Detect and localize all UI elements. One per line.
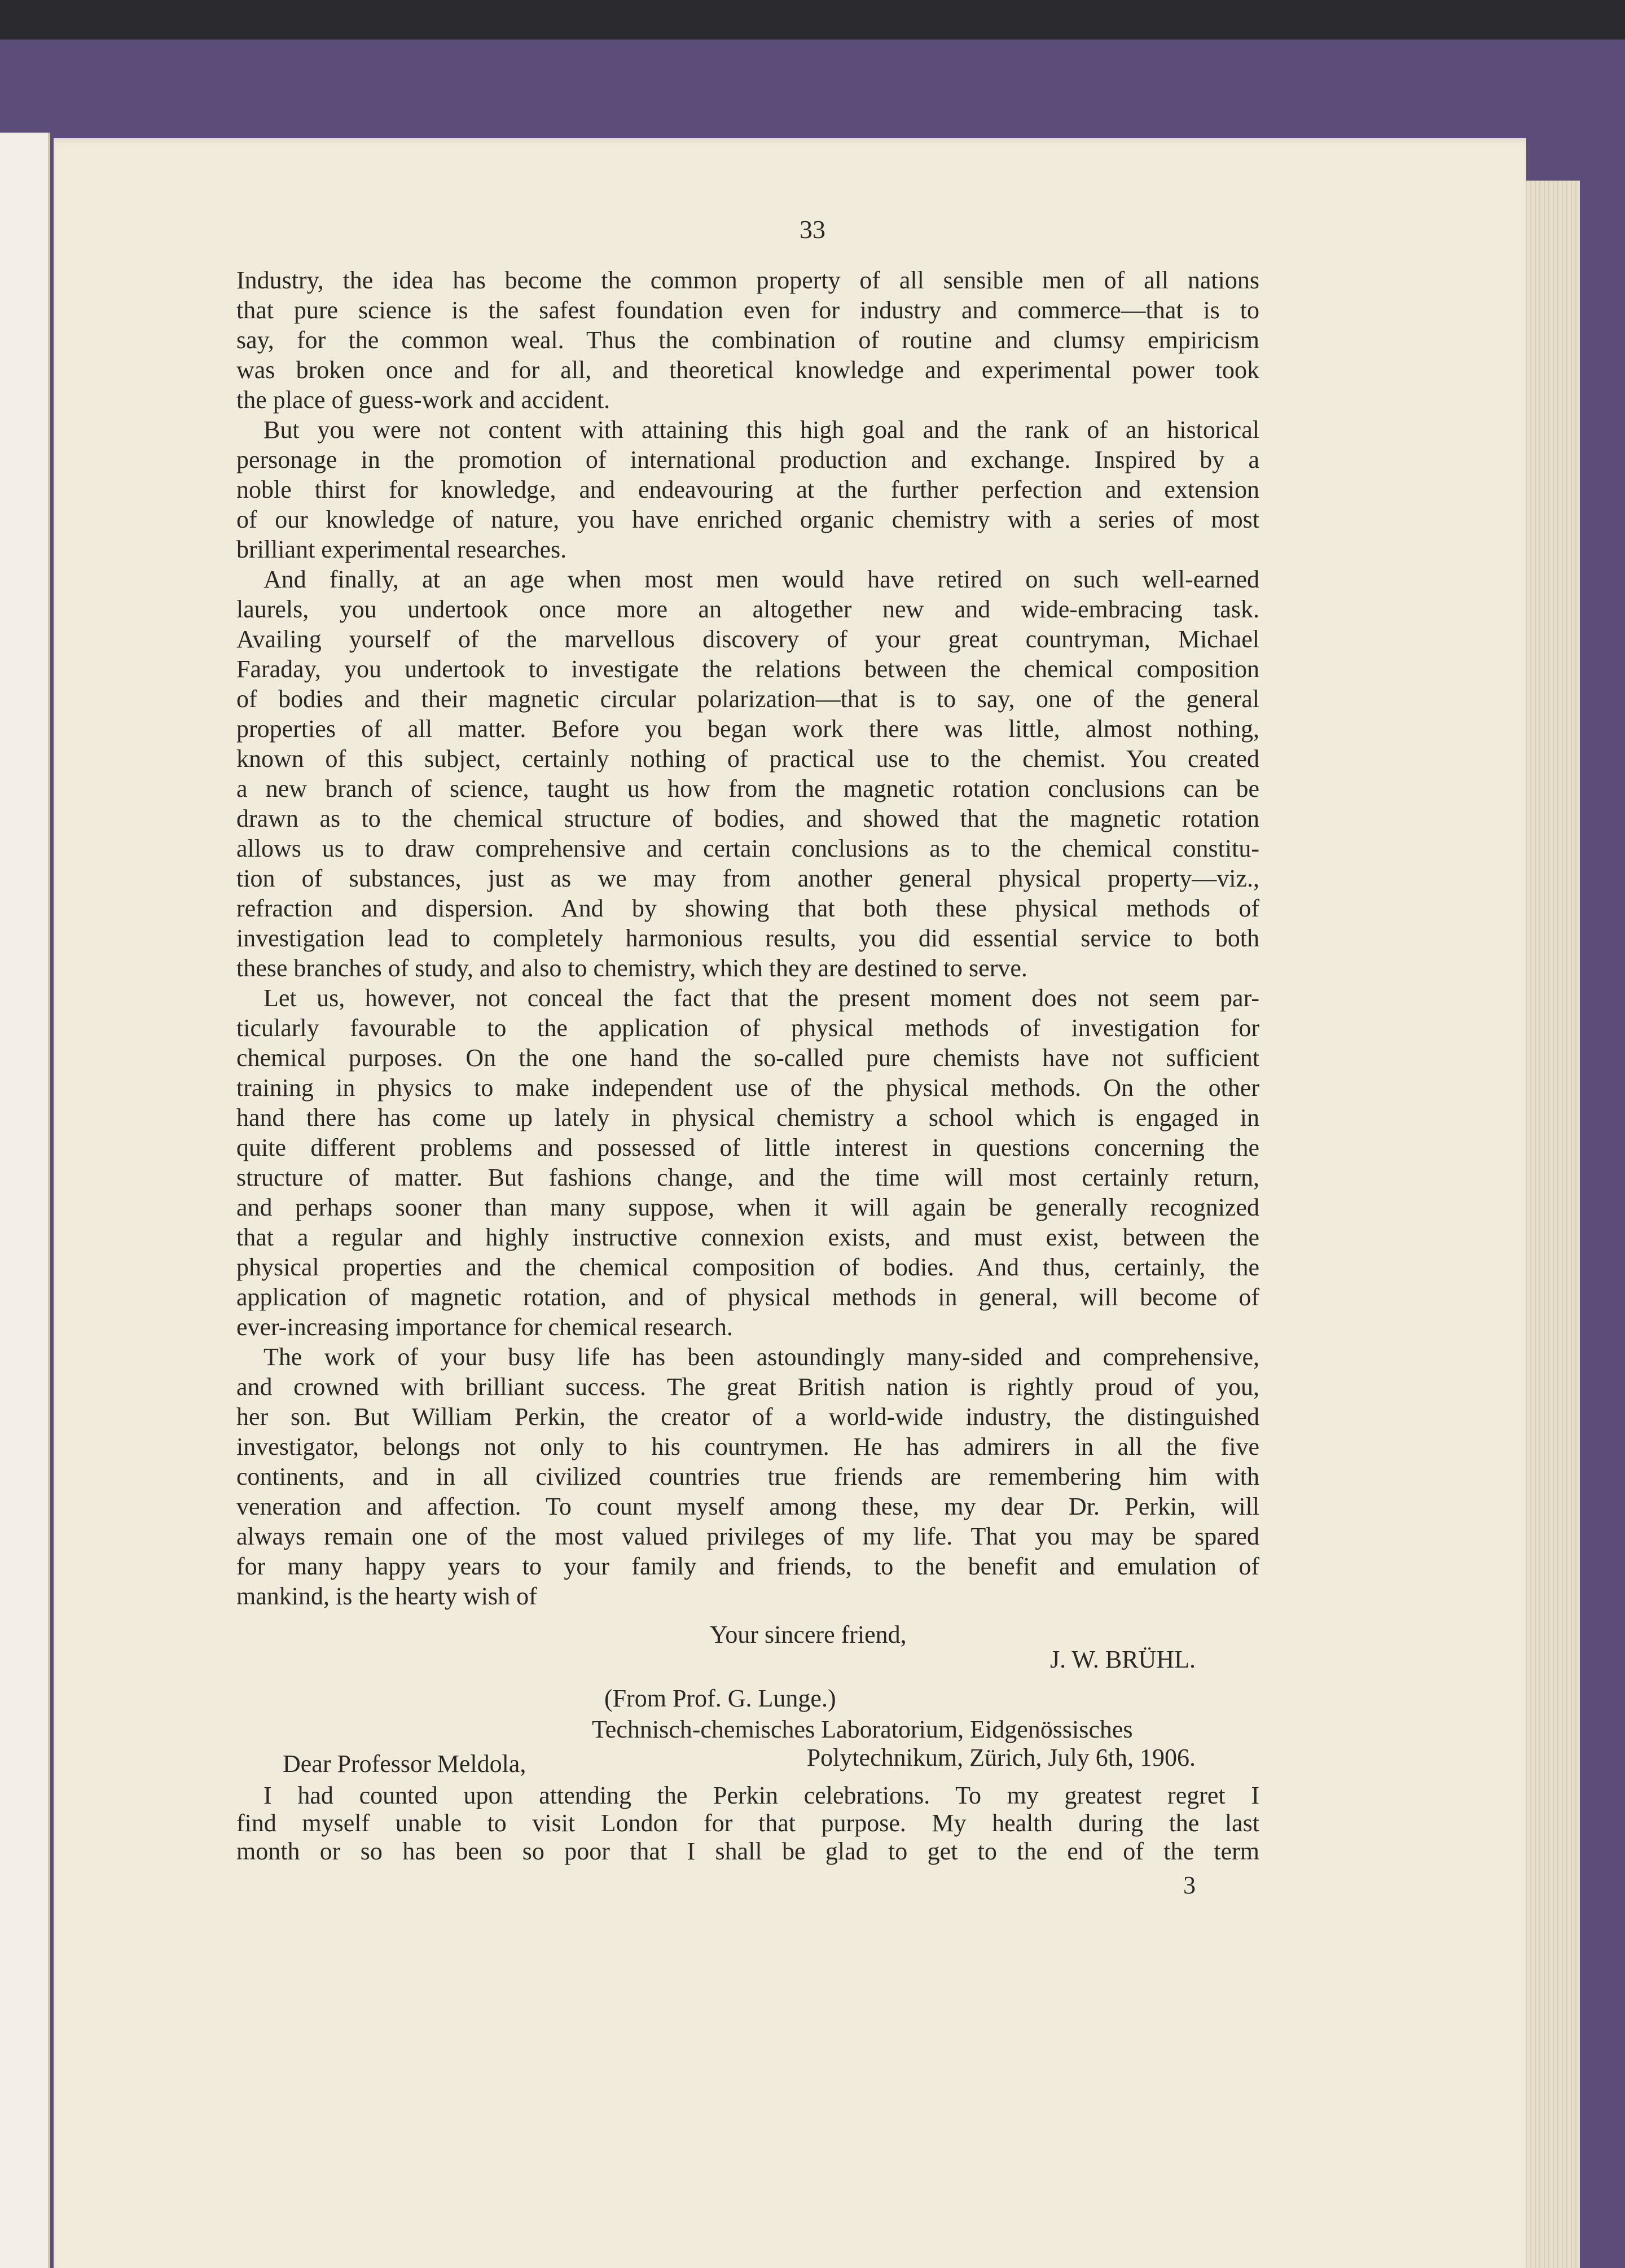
text-line: ticularly favourable to the application of physical methods of investigation for [236, 1014, 1259, 1042]
text-line: The work of your busy life has been astoundingly many-sided and comprehensive, [263, 1343, 1259, 1371]
text-line: her son. But William Perkin, the creator of a world-wide industry, the distinguished [236, 1403, 1259, 1431]
text-line: tion of substances, just as we may from another general physical property—viz., [236, 865, 1259, 892]
text-line: But you were not content with attaining this high goal and the rank of an historical [263, 416, 1259, 444]
text-line: the place of guess-work and accident. [236, 386, 611, 414]
text-line: investigation lead to completely harmonious results, you did essential service to both [236, 924, 1259, 952]
text-line: drawn as to the chemical structure of bodies, and showed that the magnetic rotation [236, 805, 1259, 832]
text-line: a new branch of science, taught us how from the magnetic rotation conclusions can be [236, 775, 1259, 802]
text-line: laurels, you undertook once more an altogether new and wide-embracing task. [236, 595, 1259, 623]
text-line: investigator, belongs not only to his countrymen. He has admirers in all the five [236, 1433, 1259, 1460]
text-line: that a regular and highly instructive connexion exists, and must exist, between the [236, 1223, 1259, 1251]
text-line: personage in the promotion of international production and exchange. Inspired by a [236, 446, 1259, 473]
text-line: continents, and in all civilized countries true friends are remembering him with [236, 1463, 1259, 1490]
text-line: known of this subject, certainly nothing of practical use to the chemist. You created [236, 745, 1259, 773]
letter-line: I had counted upon attending the Perkin celebrations. To my greatest regret I [263, 1782, 1259, 1809]
text-line: of bodies and their magnetic circular polarization—that is to say, one of the general [236, 685, 1259, 713]
letter-address-line1: Technisch-chemisches Laboratorium, Eidgenössisches [592, 1716, 1133, 1743]
text-line: properties of all matter. Before you began work there was little, almost nothing, [236, 715, 1259, 743]
closing: Your sincere friend, [710, 1621, 907, 1648]
text-line: that pure science is the safest foundation even for industry and commerce—that is to [236, 296, 1259, 324]
letter-address-line2: Polytechnikum, Zürich, July 6th, 1906. [806, 1744, 1196, 1771]
text-line: chemical purposes. On the one hand the so-called pure chemists have not sufficient [236, 1044, 1259, 1072]
text-line: and perhaps sooner than many suppose, when it will again be generally recognized [236, 1194, 1259, 1221]
text-line: ever-increasing importance for chemical research. [236, 1313, 733, 1341]
text-line: training in physics to make independent use of the physical methods. On the other [236, 1074, 1259, 1102]
text-line: refraction and dispersion. And by showing that both these physical methods of [236, 894, 1259, 922]
text-line: say, for the common weal. Thus the combination of routine and clumsy empiricism [236, 326, 1259, 354]
text-line: and crowned with brilliant success. The great British nation is rightly proud of you, [236, 1373, 1259, 1401]
text-line: structure of matter. But fashions change, and the time will most certainly return, [236, 1164, 1259, 1191]
text-line: was broken once and for all, and theoretical knowledge and experimental power took [236, 356, 1259, 384]
text-line: Industry, the idea has become the common property of all sensible men of all nations [236, 266, 1259, 294]
page-number: 33 [800, 215, 825, 244]
text-line: always remain one of the most valued privileges of my life. That you may be spared [236, 1523, 1259, 1550]
text-line: noble thirst for knowledge, and endeavouring at the further perfection and extension [236, 476, 1259, 503]
page-edges [1518, 181, 1580, 2268]
text-line: veneration and affection. To count myself among these, my dear Dr. Perkin, will [236, 1493, 1259, 1520]
text-line: mankind, is the hearty wish of [236, 1582, 537, 1610]
text-line: these branches of study, and also to chemistry, which they are destined to serve. [236, 954, 1027, 982]
letter-line: find myself unable to visit London for that purpose. My health during the last [236, 1809, 1259, 1837]
text-line: hand there has come up lately in physical chemistry a school which is engaged in [236, 1104, 1259, 1131]
text-line: allows us to draw comprehensive and certain conclusions as to the chemical constitu- [236, 835, 1259, 862]
text-line: Let us, however, not conceal the fact that the present moment does not seem par- [263, 984, 1259, 1012]
text-line: for many happy years to your family and friends, to the benefit and emulation of [236, 1552, 1259, 1580]
letter-line: month or so has been so poor that I shall be glad to get to the end of the term [236, 1837, 1259, 1865]
signature: J. W. BRÜHL. [1050, 1646, 1196, 1673]
letter-salutation: Dear Professor Meldola, [283, 1750, 526, 1778]
text-line: quite different problems and possessed of little interest in questions concerning the [236, 1134, 1259, 1161]
text-line: of our knowledge of nature, you have enriched organic chemistry with a series of most [236, 506, 1259, 533]
text-line: And finally, at an age when most men would have retired on such well-earned [263, 565, 1259, 593]
letter-source: (From Prof. G. Lunge.) [604, 1684, 836, 1712]
previous-page-edge [0, 133, 50, 2268]
text-line: brilliant experimental researches. [236, 536, 567, 563]
text-line: physical properties and the chemical composition of bodies. And thus, certainly, the [236, 1253, 1259, 1281]
text-line: Availing yourself of the marvellous discovery of your great countryman, Michael [236, 625, 1259, 653]
text-line: application of magnetic rotation, and of physical methods in general, will become of [236, 1283, 1259, 1311]
signature-mark: 3 [1183, 1871, 1196, 1899]
text-line: Faraday, you undertook to investigate the relations between the chemical composition [236, 655, 1259, 683]
